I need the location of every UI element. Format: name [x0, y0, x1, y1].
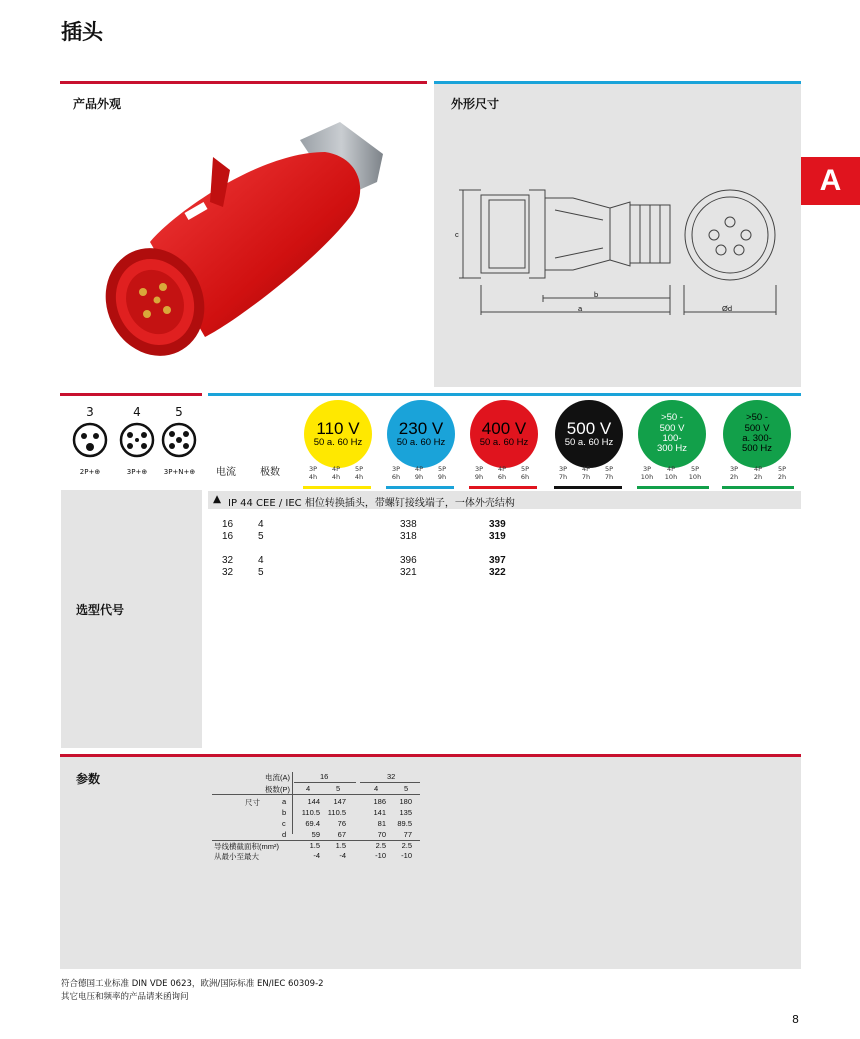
inquiry-note: 其它电压和频率的产品请来函询问 — [61, 992, 189, 1002]
column-current: 电流 — [216, 467, 236, 478]
phase-label: 3P 7h — [558, 465, 568, 482]
phase-labels — [304, 465, 804, 485]
current-32: 32 — [387, 772, 396, 781]
row-code-230: 318 — [400, 531, 417, 542]
phase-label: 3P 6h — [391, 465, 401, 482]
phase-label: 3P 2h — [729, 465, 739, 482]
voltage-badge-100-300hz: >50 - 500 V 100- 300 Hz — [638, 400, 706, 468]
phase-label: 4P 2h — [753, 465, 763, 482]
phase-label: 5P 9h — [437, 465, 447, 482]
dim-value: 59 — [311, 830, 320, 839]
voltage-badge-300-500hz: >50 - 500 V a. 300- 500 Hz — [723, 400, 791, 468]
dim-label-a: a — [578, 304, 583, 313]
dim-label-b: b — [594, 290, 599, 299]
voltage-underline — [303, 486, 371, 489]
voltage-underline — [469, 486, 537, 489]
dim-value: 81 — [377, 819, 386, 828]
product-photo — [95, 112, 395, 362]
wire-value: -10 — [401, 851, 412, 860]
pin-label: 3P+⊕ — [126, 468, 148, 476]
pole-value: 4 — [374, 784, 379, 793]
phase-label: 5P 6h — [520, 465, 530, 482]
dim-value: 76 — [337, 819, 346, 828]
row-poles: 4 — [258, 555, 264, 566]
current-16: 16 — [320, 772, 329, 781]
wire-value: 1.5 — [309, 841, 320, 850]
page-title: 插头 — [61, 20, 103, 44]
row-current: 32 — [222, 567, 234, 578]
voltage-badge-230: 230 V 50 a. 60 Hz — [387, 400, 455, 468]
phase-label: 5P 7h — [604, 465, 614, 482]
pole-value: 5 — [404, 784, 409, 793]
wire-value: 2.5 — [375, 841, 386, 850]
voltage-badge-400: 400 V 50 a. 60 Hz — [470, 400, 538, 468]
dim-value: 141 — [373, 808, 386, 817]
pin-count: 4 — [133, 405, 141, 419]
dim-value: 67 — [337, 830, 346, 839]
section-rule — [60, 393, 202, 396]
params-table — [212, 771, 422, 861]
row-current: 16 — [222, 519, 234, 530]
phase-label: 5P 10h — [688, 465, 702, 482]
dim-value: 110.5 — [301, 808, 320, 817]
dim-value: 135 — [399, 808, 412, 817]
product-description: IP 44 CEE / IEC 相位转换插头，带螺钉接线端子，一体外壳结构 — [228, 498, 515, 509]
dimensions-heading: 外形尺寸 — [451, 97, 500, 111]
page-number: 8 — [792, 1013, 799, 1026]
dim-value: 180 — [399, 797, 412, 806]
wire-value: -4 — [313, 851, 320, 860]
phase-label: 4P 6h — [497, 465, 507, 482]
dim-value: 70 — [377, 830, 386, 839]
section-rule — [208, 393, 801, 396]
selection-heading: 选型代号 — [76, 603, 125, 617]
phase-label: 3P 10h — [640, 465, 654, 482]
dimension-drawing — [455, 180, 800, 320]
dim-label-d: Ød — [722, 304, 733, 313]
params-panel — [60, 757, 801, 969]
wire-value: -4 — [339, 851, 346, 860]
params-heading: 参数 — [76, 772, 101, 786]
section-tab: A — [801, 157, 860, 205]
phase-label: 4P 10h — [664, 465, 678, 482]
row-code-400: 319 — [489, 531, 506, 542]
section-rule — [60, 81, 427, 84]
voltage-underline — [386, 486, 454, 489]
header-current: 电流(A) — [265, 773, 290, 782]
row-code-230: 338 — [400, 519, 417, 530]
phase-label: 4P 9h — [414, 465, 424, 482]
voltage-underline — [637, 486, 709, 489]
voltage-underline — [722, 486, 794, 489]
dim-row-label: a — [282, 797, 287, 806]
pin-label: 2P+⊕ — [79, 468, 101, 476]
dim-value: 110.5 — [327, 808, 346, 817]
dim-row-label: d — [282, 830, 287, 839]
phase-label: 4P 7h — [581, 465, 591, 482]
row-code-230: 396 — [400, 555, 417, 566]
pin-count: 3 — [86, 405, 94, 419]
phase-label: 3P 4h — [308, 465, 318, 482]
voltage-badge-110: 110 V 50 a. 60 Hz — [304, 400, 372, 468]
pin-label: 3P+N+⊕ — [163, 468, 196, 476]
dim-row-label: b — [282, 808, 287, 817]
size-label: 尺寸 — [245, 798, 260, 807]
row-current: 16 — [222, 531, 234, 542]
appearance-heading: 产品外观 — [73, 97, 122, 111]
row-poles: 5 — [258, 531, 264, 542]
header-poles: 极数(P) — [265, 785, 290, 794]
wire-label: 导线横截面积(mm²) — [214, 842, 279, 851]
voltage-badge-500: 500 V 50 a. 60 Hz — [555, 400, 623, 468]
row-poles: 5 — [258, 567, 264, 578]
phase-label: 5P 4h — [354, 465, 364, 482]
voltage-underline — [554, 486, 622, 489]
wire-value: -10 — [375, 851, 386, 860]
phase-label: 5P 2h — [777, 465, 787, 482]
pin-count: 5 — [175, 405, 183, 419]
phase-label: 4P 4h — [331, 465, 341, 482]
pin-configurations — [60, 400, 202, 480]
row-code-400: 339 — [489, 519, 506, 530]
dim-value: 69.4 — [305, 819, 320, 828]
dim-value: 89.5 — [397, 819, 412, 828]
row-poles: 4 — [258, 519, 264, 530]
pole-value: 4 — [306, 784, 311, 793]
wire-range-label: 从最小至最大 — [214, 852, 259, 861]
row-code-400: 322 — [489, 567, 506, 578]
warning-icon: ▲ — [213, 493, 222, 505]
row-code-230: 321 — [400, 567, 417, 578]
wire-value: 1.5 — [335, 841, 346, 850]
selection-side-panel — [61, 490, 202, 748]
dim-value: 77 — [403, 830, 412, 839]
dim-value: 186 — [373, 797, 386, 806]
dim-value: 144 — [307, 797, 320, 806]
wire-value: 2.5 — [401, 841, 412, 850]
dim-row-label: c — [282, 819, 286, 828]
phase-label: 3P 9h — [474, 465, 484, 482]
pole-value: 5 — [336, 784, 341, 793]
dim-value: 147 — [333, 797, 346, 806]
dim-label-c: c — [455, 230, 459, 239]
row-current: 32 — [222, 555, 234, 566]
row-code-400: 397 — [489, 555, 506, 566]
standards-note: 符合德国工业标准 DIN VDE 0623，欧洲/国际标准 EN/IEC 60309-2 — [61, 979, 324, 989]
column-poles: 极数 — [260, 467, 280, 478]
